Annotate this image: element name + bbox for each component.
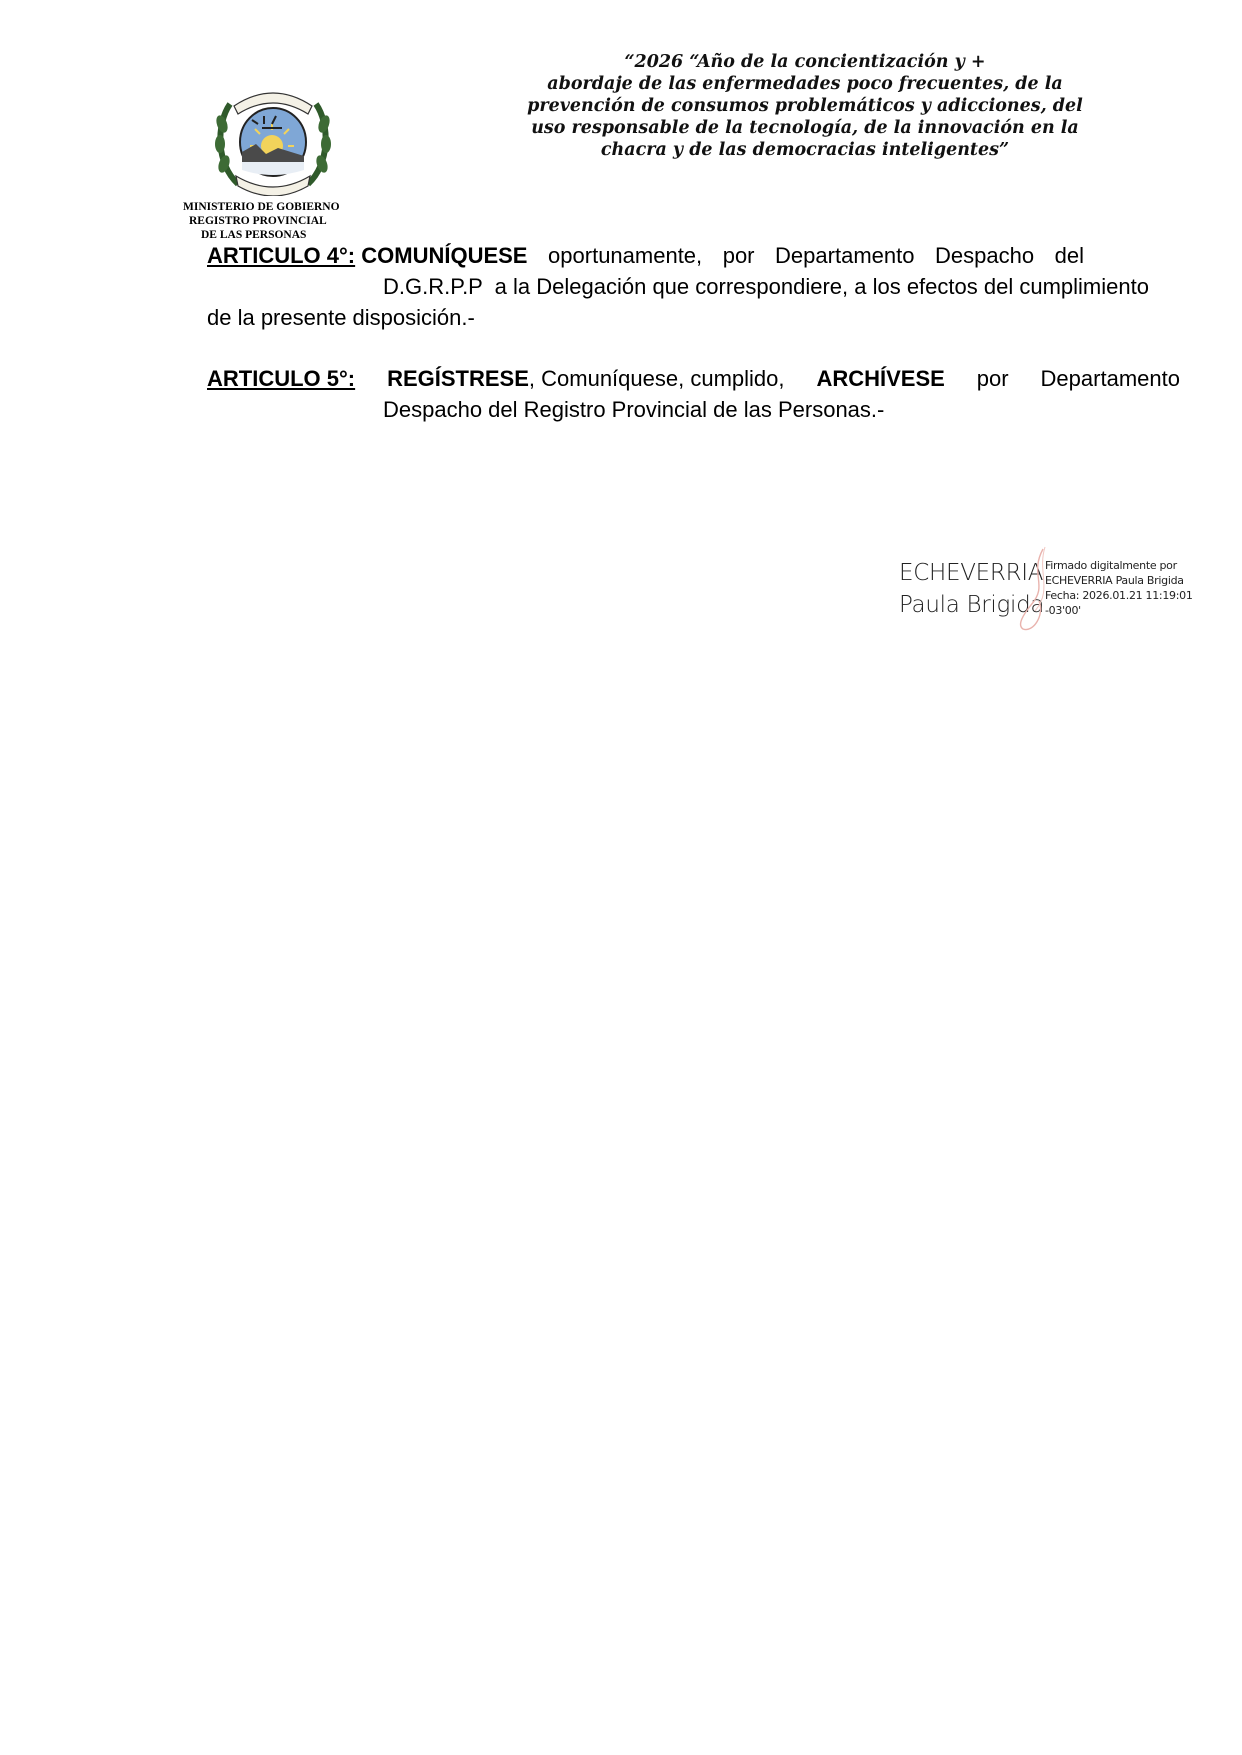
article-4-line-2: D.G.R.P.P a la Delegación que correspondiere, a los efectos del cumplimiento [383,274,1149,299]
article-5-heading: ARTICULO 5°: [207,366,356,391]
article-5-action-archive: ARCHÍVESE [816,366,945,391]
article-4-word: por [722,243,755,268]
article-5-text: , Comuníquese, cumplido, [528,366,785,391]
provincia-de-misiones-seal [212,84,334,196]
article-5-text-departamento: Departamento [1040,366,1180,391]
ministry-line-1: MINISTERIO DE GOBIERNO [183,201,340,213]
article-4-word: Departamento [775,243,915,268]
signature-timezone: -03'00' [1045,604,1081,617]
ministry-line-2: REGISTRO PROVINCIAL [189,215,327,227]
article-5-action-register: REGÍSTRESE [387,366,529,391]
signer-given-names: Paula Brigida [899,592,1045,618]
article-4-word: oportunamente, [548,243,703,268]
signature-info-line: ECHEVERRIA Paula Brigida [1045,574,1184,587]
year-motto [515,51,1095,161]
article-4-action: COMUNÍQUESE [361,243,528,268]
signature-info-line: Firmado digitalmente por [1045,559,1177,572]
signature-date: Fecha: 2026.01.21 11:19:01 [1045,589,1193,602]
article-4-line-3: de la presente disposición.- [207,305,475,330]
signature-details [1045,558,1193,618]
article-4-word: Despacho [935,243,1035,268]
digital-signature [899,545,1199,635]
ministry-line-3: DE LAS PERSONAS [201,229,307,241]
article-5 [207,363,1180,425]
signer-surname: ECHEVERRIA [899,560,1044,586]
article-4-heading: ARTICULO 4°: [207,243,356,268]
motto-line: prevención de consumos problemáticos y adicciones, del [527,96,1083,116]
article-4 [207,240,1180,333]
motto-line: abordaje de las enfermedades poco frecuentes, de la [547,74,1063,94]
article-5-line-2: Despacho del Registro Provincial de las Personas.- [383,397,885,422]
motto-line: “2026 “Año de la concientización y + [624,52,986,72]
motto-line: uso responsable de la tecnología, de la innovación en la [531,118,1079,138]
motto-line: chacra y de las democracias inteligentes” [600,140,1010,160]
ministry-block [170,200,370,242]
article-4-word: del [1054,243,1084,268]
article-5-text-por: por [976,366,1009,391]
